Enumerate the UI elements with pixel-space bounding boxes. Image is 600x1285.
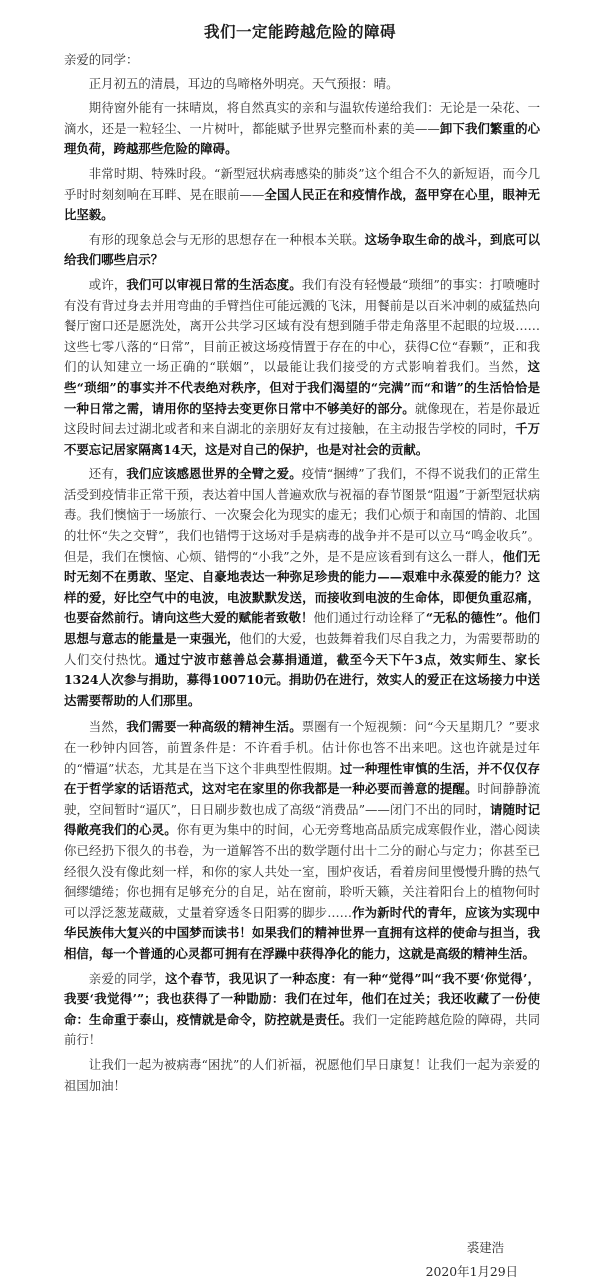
emphasis-text: 他们无时无刻不在勇敢、坚定、自豪地表达一种弥足珍贵的能力——艰难中永葆爱的能力？这样的爱，好比空气中的电波，电波默默发送，而接收到电波的生命体，即便负重忍痛，也要奋然前行。请向这些大爱的赋能者致敬！ — [64, 548, 541, 626]
salutation: 亲爱的同学： — [64, 52, 139, 67]
body-text: 就像现在，若是你最近这段时间去过湖北或者和来自湖北的亲朋好友有过接触，在主动报告学校的同时， — [64, 400, 541, 437]
body-paragraph — [64, 275, 540, 460]
emphasis-text: 请随时记得敞亮我们的心灵。 — [64, 801, 540, 838]
body-text: 你有更为集中的时间，心无旁骛地高品质完成寒假作业，潜心阅读你已经扔下很久的书卷，为一道解答不出的数学题付出十二分的耐心与定力；你甚至已经很久没有像此刻一样，和你的家人共处一室，围炉夜话，看着房间里慢慢升腾的热气徊缪缱绻；你也拥有足够充分的自足，站在窗前，聆听天籁，关注着阳台上的植物何时可以浮泛葱茏蔵葳，丈量着穿透冬日阳雾的脚步…… — [64, 822, 541, 920]
body-text: 我们有没有轻慢最“琐细”的事实：打喷嚏时有没有背过身去并用弯曲的手臂挡住可能远溅的飞沫，用餐前是以百米冲刺的威猛热向餐厅窗口还是愿洗处，离开公共学习区域有没有想到随手带走角落里不起眼的垃圾……这些七零八落的“日常”，目前正被这场疫情置于存在的中心，获得C位“春颗”，正和我们的认知建立一场正确的“联姻”，以最能让我们接受的方式影响着我们。当然， — [64, 276, 540, 375]
body-text: 我们一定能跨越危险的障碍，共同前行！ — [64, 1011, 541, 1048]
body-text: 让我们一起为被病毒“困扰”的人们祈福，祝愿他们早日康复！让我们一起为亲爱的祖国加油！ — [64, 1056, 540, 1093]
emphasis-text: 全国人民正在和疫情作战，盔甲穿在心里，眼神无比坚毅。 — [64, 186, 541, 223]
body-text: 有形的现象总会与无形的思想存在一种根本关联。 — [88, 231, 365, 247]
body-text: 他们通过行动诠释了 — [313, 610, 426, 626]
body-paragraph — [64, 164, 540, 226]
emphasis-text: 我们需要一种高级的精神生活。 — [126, 719, 302, 735]
letter-date: 2020年1月29日 — [425, 1264, 518, 1279]
body-text: 正月初五的清晨，耳边的鸟啼格外明亮。天气预报：晴。 — [88, 75, 399, 91]
body-paragraph — [64, 74, 540, 95]
body-text: 当然， — [88, 719, 127, 735]
body-text: 票圈有一个短视频：问“今天星期几？”要求在一秒钟内回答，前置条件是：不许看手机。估计你也答不出来吧。这也许就是过年的“懵逼”状态，尤其是在当下这个非典型性假期。 — [64, 719, 540, 776]
body-paragraph — [64, 464, 540, 711]
emphasis-text: 通过宁波市慈善总会募捐通道，截至今天下午3点，效实师生、家长1324人次参与捐助，募得100710元。捐助仍在进行，效实人的爱正在这场接力中送达需要帮助的人们那里。 — [64, 651, 541, 708]
body-text: 亲爱的同学， — [88, 970, 166, 986]
body-text: 他们的大爱，也鼓舞着我们尽自我之力，为需要帮助的人们交付热忱。 — [64, 631, 541, 667]
emphasis-text: 过一种理性审慎的生活，并不仅仅存在于哲学家的话语范式，这对宅在家里的你我都是一种必要而善意的提醒。 — [64, 760, 541, 797]
letter-title: 我们一定能跨越危险的障碍 — [203, 22, 396, 41]
emphasis-text: 我们应该感恩世界的全臂之爱。 — [126, 466, 302, 482]
emphasis-text: 这些“琐细”的事实并不代表绝对秩序，但对于我们渴望的“完满”而“和谐”的生活恰恰是一种日常之需，请用你的坚持去变更你日常中不够美好的部分。 — [64, 359, 540, 416]
body-paragraphs — [64, 74, 540, 712]
body-paragraph — [64, 98, 540, 160]
emphasis-text: 这个春节，我见识了一种态度：有一种“觉得”叫“我不要‘你觉得’，我要‘我觉得’”；我也获得了一种勖励：我们在过年，他们在过关；我还收藏了一份使命：生命重于泰山，疫情就是命令，防控就是责任。 — [64, 970, 540, 1027]
body-paragraph — [64, 969, 540, 1051]
emphasis-text: 千万不要忘记居家隔离14天，这是对自己的保护，也是对社会的贡献。 — [64, 421, 541, 457]
body-paragraph — [64, 230, 540, 271]
letter-body — [64, 50, 540, 1100]
body-text: 期待窗外能有一抹晴岚，将自然真实的亲和与温软传递给我们：无论是一朵花、一滴水，还是一粒轻尘、一片树叶，都能赋予世界完整而朴素的美—— — [64, 100, 540, 136]
body-text: 或许， — [88, 276, 127, 292]
body-text: 疫情“捆缚”了我们，不得不说我们的正常生活受到疫情非正常干预，表达着中国人普遍欢欣与祝福的春节图景“阻遏”于新型冠状病毒。我们懊恼于一场旅行、一次聚会化为现实的虚无；我们心烦于和南国的情韵、北国的壮怀“失之交臂”，我们也错愕于这场对手是病毒的战争并不是可以立马“鸣金收兵”。但是，我们在懊恼、心烦、错愕的“小我”之外，是不是应该看到有这么一群人， — [64, 466, 540, 564]
body-paragraphs-continued — [64, 717, 540, 1096]
body-paragraph — [64, 1055, 540, 1096]
body-text: 还有， — [88, 466, 127, 482]
body-paragraph — [64, 717, 540, 964]
body-text: 时间静静流驶，空间暂时“逼仄”，日日刷步数也成了高级“消费品”——闭门不出的同时， — [64, 781, 541, 817]
body-text: 非常时期、特殊时段。“新型冠状病毒感染的肺炎”这个组合不久的新短语，而今几乎时时刻刻响在耳畔、晃在眼前—— — [64, 165, 540, 202]
signature: 裘建浩 — [466, 1240, 504, 1255]
emphasis-text: 卸下我们繁重的心理负荷，跨越那些危险的障碍。 — [64, 120, 541, 157]
emphasis-text: 我们可以审视日常的生活态度。 — [126, 276, 302, 292]
emphasis-text: 作为新时代的青年，应该为实现中华民族伟大复兴的中国梦而读书！如果我们的精神世界一直拥有这样的使命与担当，我相信，每一个普通的心灵都可拥有在浮躁中获得净化的能力，这就是高级的精神生活。 — [64, 904, 541, 961]
emphasis-text: 这场争取生命的战斗，到底可以给我们哪些启示？ — [64, 231, 541, 268]
emphasis-text: “无私的德性”。他们思想与意志的能量是一束强光， — [64, 610, 541, 647]
